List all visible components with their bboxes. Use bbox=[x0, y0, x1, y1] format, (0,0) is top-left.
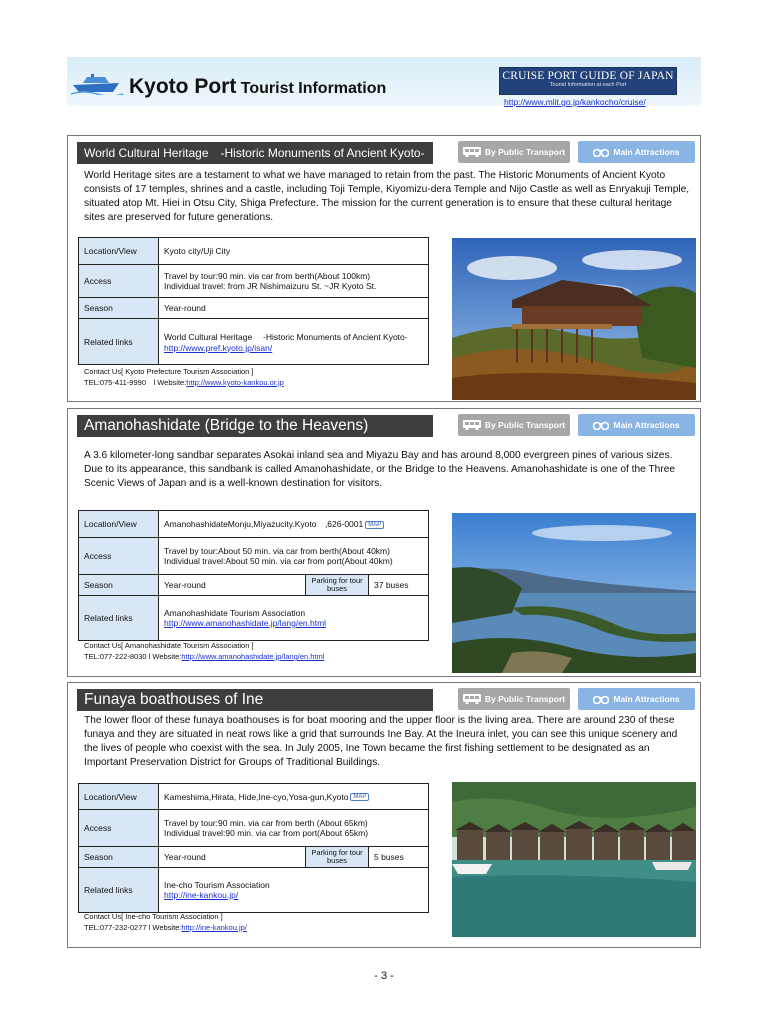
website-link[interactable]: http://www.amanohashidate.jp/lang/en.html bbox=[181, 652, 325, 661]
public-transport-button[interactable]: By Public Transport bbox=[458, 414, 570, 436]
related-link[interactable]: http://www.pref.kyoto.jp/isan/ bbox=[164, 342, 273, 353]
main-attractions-button[interactable]: Main Attractions bbox=[578, 688, 695, 710]
website-link[interactable]: http://ine-kankou.jp/ bbox=[181, 923, 247, 932]
info-table: Location/View Kyoto city/Uji City Access Travel by tour:90 min. via car from berth(About 100km) Individual travel: from JR Nishimaizuru St. ~JR Kyoto St. Season Year-round Related links World Cultural Heritage -Historic Monuments of Ancient Kyoto- http://www.pref.kyoto.jp/isan/ bbox=[78, 237, 429, 365]
section-description: The lower floor of these funaya boathouses is for boat mooring and the upper floor is the living area. There are around 230 of these funaya and they are situated in neat rows like a grid that surrounds Ine Bay. At the Ineura inlet, you can see this unique scenery and the lives of people who coexist with the sea. In July 2005, Ine Town became the first fishing settlement to be designated as an Important Preservation District for Groups of Traditional Buildings. bbox=[84, 715, 678, 768]
info-table: Location/View Kameshima,Hirata, Hide,Ine-cyo,Yosa-gun,Kyoto MAP Access Travel by tour:90 min. via car from berth (About 65km) Individual travel:90 min. via car from port(About 65km) Season Year-round Parking for tour buses 5 buses Related links Ine-cho Tourism Association http://ine-kankou.jp/ bbox=[78, 783, 429, 913]
related-links-value: Ine-cho Tourism Association http://ine-kankou.jp/ bbox=[159, 868, 429, 913]
location-value: Kyoto city/Uji City bbox=[159, 238, 429, 265]
access-value: Travel by tour:90 min. via car from berth(About 100km) Individual travel: from JR Nishimaizuru St. ~JR Kyoto St. bbox=[159, 265, 429, 298]
map-button[interactable]: MAP bbox=[350, 793, 369, 801]
section-title: World Cultural Heritage -Historic Monuments of Ancient Kyoto- bbox=[77, 142, 433, 164]
location-value: AmanohashidateMonju,Miyazucity.Kyoto ,626-0001 MAP bbox=[159, 511, 429, 538]
page-number: - 3 - bbox=[374, 970, 394, 982]
related-link[interactable]: http://ine-kankou.jp/ bbox=[164, 890, 239, 900]
binoculars-icon bbox=[593, 694, 609, 704]
parking-value: 37 buses bbox=[369, 575, 429, 596]
website-link[interactable]: http://www.kyoto-kankou.or.jp bbox=[186, 378, 284, 387]
access-value: Travel by tour:90 min. via car from berth (About 65km) Individual travel:90 min. via car from port(About 65km) bbox=[159, 810, 429, 847]
header-banner bbox=[67, 57, 701, 106]
contact-info: Contact Us[ Kyoto Prefecture Tourism Association ] TEL:075-411-9990 l Website:http://www.kyoto-kankou.or.jp bbox=[84, 367, 284, 387]
access-value: Travel by tour:About 50 min. via car from berth(About 40km) Individual travel:About 50 min. via car from port(About 40km) bbox=[159, 538, 429, 575]
map-button[interactable]: MAP bbox=[365, 521, 384, 529]
info-table: Location/View AmanohashidateMonju,Miyazucity.Kyoto ,626-0001 MAP Access Travel by tour:About 50 min. via car from berth(About 40km) Individual travel:About 50 min. via car from port(About 40km) Season Year-round Parking for tour buses 37 buses Related links Amanohashidate Tourism Association http://www.amanohashidate.jp/lang/en.html bbox=[78, 510, 429, 641]
season-value: Year-round bbox=[159, 575, 306, 596]
amanohashidate-photo bbox=[452, 513, 696, 673]
bus-icon bbox=[463, 694, 481, 704]
parking-value: 5 buses bbox=[369, 847, 429, 868]
section-funaya-ine bbox=[67, 682, 701, 948]
public-transport-button[interactable]: By Public Transport bbox=[458, 688, 570, 710]
related-links-value: World Cultural Heritage -Historic Monuments of Ancient Kyoto- http://www.pref.kyoto.jp/isan/ bbox=[159, 319, 429, 365]
season-value: Year-round bbox=[159, 847, 306, 868]
location-value: Kameshima,Hirata, Hide,Ine-cyo,Yosa-gun,Kyoto MAP bbox=[159, 784, 429, 810]
related-link[interactable]: http://www.amanohashidate.jp/lang/en.html bbox=[164, 618, 327, 628]
kiyomizu-temple-photo bbox=[452, 238, 696, 400]
parking-label: Parking for tour buses bbox=[306, 575, 369, 596]
season-value: Year-round bbox=[159, 298, 429, 319]
funaya-boathouses-photo bbox=[452, 782, 696, 937]
section-description: A 3.6 kilometer-long sandbar separates Asokai inland sea and Miyazu Bay and has around 8,000 evergreen pines of various sizes. Due to its appearance, this sandbank is called Amanohashidate, or the Bridge to the Heavens. Amanohashidate is one of the Three Scenic Views of Japan and is a well-known destination for visitors. bbox=[84, 450, 676, 489]
section-description: World Heritage sites are a testament to what we have managed to retain from the past. The Historic Monuments of Ancient Kyoto consists of 17 temples, shrines and a castle, including Toji Temple, Kiyomizu-dera Temple and Nijo Castle as well as Enryakuji Temple, situated atop Mt. Hiei in Otsu City, Shiga Prefecture. The mission for the current generation is to ensure that these cultural heritage sites are preserved for future generations. bbox=[84, 170, 690, 223]
main-attractions-button[interactable]: Main Attractions bbox=[578, 141, 695, 163]
logo-url-link[interactable]: http://www.mlit.go.jp/kankocho/cruise/ bbox=[504, 97, 646, 107]
cruise-port-logo: CRUISE PORT GUIDE OF JAPAN Tourist Information at each Port bbox=[499, 67, 677, 95]
binoculars-icon bbox=[593, 420, 609, 430]
parking-label: Parking for tour buses bbox=[306, 847, 369, 868]
bus-icon bbox=[463, 420, 481, 430]
contact-info: Contact Us[ Ine-cho Tourism Association ] TEL:077-232-0277 l Website:http://ine-kankou.jp/ bbox=[84, 912, 247, 932]
binoculars-icon bbox=[593, 147, 609, 157]
section-amanohashidate bbox=[67, 408, 701, 677]
cruise-ship-icon bbox=[71, 73, 123, 95]
section-title: Amanohashidate (Bridge to the Heavens) bbox=[77, 415, 433, 437]
related-links-value: Amanohashidate Tourism Association http://www.amanohashidate.jp/lang/en.html bbox=[159, 596, 429, 641]
public-transport-button[interactable]: By Public Transport bbox=[458, 141, 570, 163]
section-world-heritage bbox=[67, 135, 701, 402]
section-title: Funaya boathouses of Ine bbox=[77, 689, 433, 711]
main-attractions-button[interactable]: Main Attractions bbox=[578, 414, 695, 436]
contact-info: Contact Us[ Amanohashidate Tourism Association ] TEL:077-222-8030 l Website:http://www.amanohashidate.jp/lang/en.html bbox=[84, 641, 325, 661]
page-title: Kyoto Port Tourist Information bbox=[129, 75, 387, 98]
bus-icon bbox=[463, 147, 481, 157]
